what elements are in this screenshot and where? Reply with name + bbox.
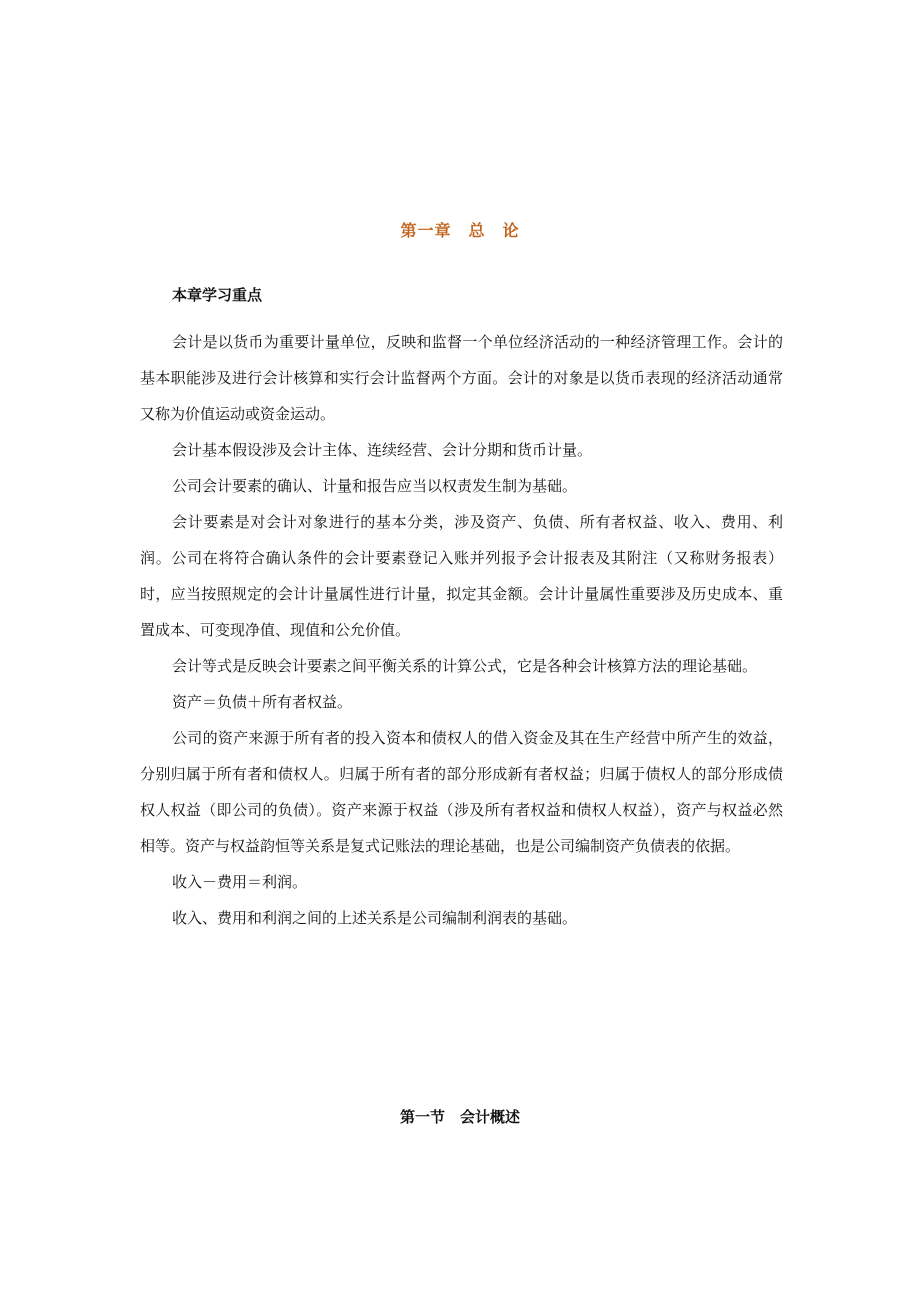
paragraph-accrual-basis: 公司会计要素的确认、计量和报告应当以权责发生制为基础。 — [172, 477, 578, 495]
chapter-title: 第一章 总 论 — [400, 221, 520, 240]
paragraph-elements: 会计要素是对会计对象进行的基本分类，涉及资产、负债、所有者权益、收入、费用、利润。公司在将符合确认条件的会计要素登记入账并列报予会计报表及其附注（又称财务报表）时，应当按照规定的会计计量属性进行计量，拟定其金额。会计计量属性重要涉及历史成本、重置成本、可变现净值、现值和公允价值。 — [140, 513, 783, 639]
key-points-section — [140, 282, 783, 936]
paragraph-equation-profit: 收入－费用＝利润。 — [172, 873, 308, 891]
key-points-heading: 本章学习重点 — [172, 286, 263, 304]
paragraph-assets-source: 公司的资产来源于所有者的投入资本和债权人的借入资金及其在生产经营中所产生的效益，分别归属于所有者和债权人。归属于所有者的部分形成新有者权益；归属于债权人的部分形成债权人权益（即公司的负债）。资产来源于权益（涉及所有者权益和债权人权益），资产与权益必然相等。资产与权益韵恒等关系是复式记账法的理论基础，也是公司编制资产负债表的依据。 — [140, 729, 783, 855]
paragraph-equation-intro: 会计等式是反映会计要素之间平衡关系的计算公式，它是各种会计核算方法的理论基础。 — [172, 657, 758, 675]
paragraph-income-statement: 收入、费用和利润之间的上述关系是公司编制利润表的基础。 — [172, 909, 578, 927]
paragraph-assumptions: 会计基本假设涉及会计主体、连续经营、会计分期和货币计量。 — [172, 441, 593, 459]
paragraph-definition: 会计是以货币为重要计量单位，反映和监督一个单位经济活动的一种经济管理工作。会计的基本职能涉及进行会计核算和实行会计监督两个方面。会计的对象是以货币表现的经济活动通常又称为价值运动或资金运动。 — [140, 333, 783, 423]
section-title: 第一节 会计概述 — [399, 1108, 520, 1126]
paragraph-equation-assets: 资产＝负债＋所有者权益。 — [172, 693, 353, 711]
